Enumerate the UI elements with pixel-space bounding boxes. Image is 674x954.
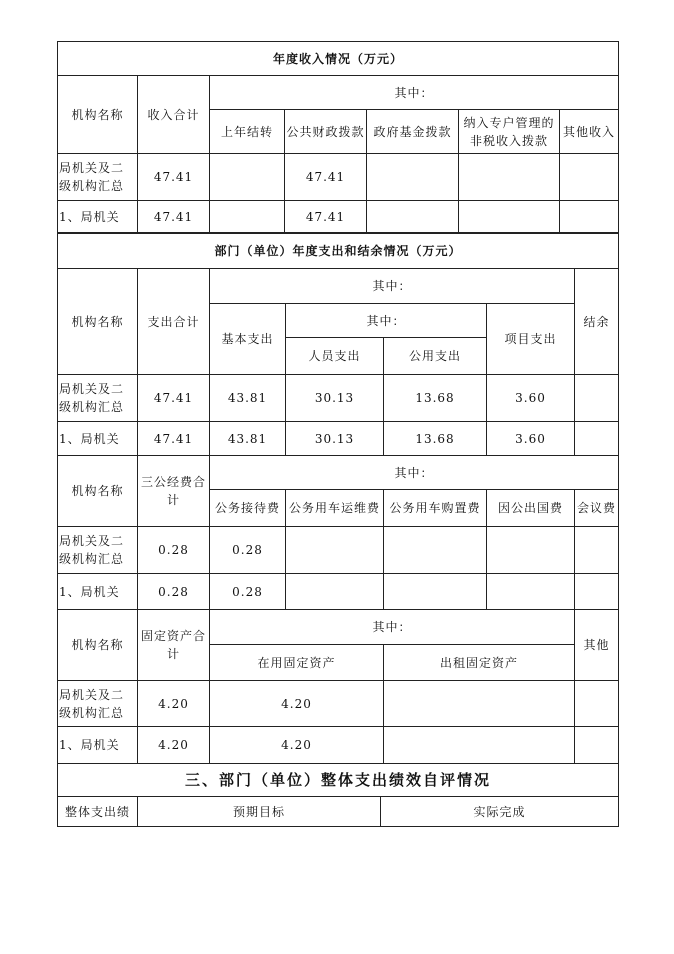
income-header-carryover: 上年结转 — [210, 110, 285, 154]
fa-header-other: 其他 — [575, 610, 619, 681]
row-vehicle-maint — [286, 574, 384, 610]
row-meeting — [575, 527, 619, 574]
row-reception: 0.28 — [210, 527, 286, 574]
row-carryover — [210, 154, 285, 201]
exp-header-public: 公用支出 — [384, 338, 487, 375]
row-name: 1、局机关 — [58, 727, 138, 764]
income-header-gov-fund: 政府基金拨款 — [367, 110, 459, 154]
table-row — [58, 727, 619, 764]
income-header-public-finance: 公共财政拨款 — [285, 110, 367, 154]
row-gov-fund — [367, 201, 459, 234]
table-row — [58, 201, 619, 234]
row-name: 1、局机关 — [58, 422, 138, 456]
row-balance — [575, 375, 619, 422]
row-abroad — [487, 527, 575, 574]
row-inuse: 4.20 — [210, 681, 384, 727]
row-abroad — [487, 574, 575, 610]
tpe-header-vehicle-maint: 公务用车运维费 — [286, 490, 384, 527]
row-total: 47.41 — [138, 201, 210, 234]
section-title: 三、部门（单位）整体支出绩效自评情况 — [58, 764, 619, 797]
perf-header-expected: 预期目标 — [138, 797, 381, 827]
income-header-total: 收入合计 — [138, 76, 210, 154]
exp-header-project: 项目支出 — [487, 304, 575, 375]
perf-header-overall: 整体支出绩 — [58, 797, 138, 827]
row-inuse: 4.20 — [210, 727, 384, 764]
tpe-header-of: 其中： — [210, 456, 619, 490]
table-row — [58, 527, 619, 574]
row-basic: 43.81 — [210, 375, 286, 422]
row-rent — [384, 727, 575, 764]
row-name: 局机关及二级机构汇总 — [58, 681, 138, 727]
row-total: 47.41 — [138, 154, 210, 201]
row-public-finance: 47.41 — [285, 154, 367, 201]
expenditure-title: 部门（单位）年度支出和结余情况（万元） — [58, 233, 619, 269]
row-total: 4.20 — [138, 727, 210, 764]
fa-header-total: 固定资产合计 — [138, 610, 210, 681]
row-nontax — [459, 201, 560, 234]
row-gov-fund — [367, 154, 459, 201]
row-rent — [384, 681, 575, 727]
row-vehicle-maint — [286, 527, 384, 574]
exp-header-balance: 结余 — [575, 269, 619, 375]
row-public-finance: 47.41 — [285, 201, 367, 234]
row-total: 0.28 — [138, 527, 210, 574]
row-public: 13.68 — [384, 375, 487, 422]
row-public: 13.68 — [384, 422, 487, 456]
tpe-header-total: 三公经费合计 — [138, 456, 210, 527]
row-total: 4.20 — [138, 681, 210, 727]
row-project: 3.60 — [487, 375, 575, 422]
row-carryover — [210, 201, 285, 234]
row-other — [560, 201, 619, 234]
tpe-header-name: 机构名称 — [58, 456, 138, 527]
perf-header-actual: 实际完成 — [381, 797, 619, 827]
row-meeting — [575, 574, 619, 610]
row-balance — [575, 422, 619, 456]
fa-header-inuse: 在用固定资产 — [210, 645, 384, 681]
row-reception: 0.28 — [210, 574, 286, 610]
table-row — [58, 422, 619, 456]
fa-header-name: 机构名称 — [58, 610, 138, 681]
row-name: 局机关及二级机构汇总 — [58, 375, 138, 422]
income-header-name: 机构名称 — [58, 76, 138, 154]
row-staff: 30.13 — [286, 422, 384, 456]
row-other — [560, 154, 619, 201]
row-basic: 43.81 — [210, 422, 286, 456]
row-other — [575, 681, 619, 727]
row-total: 47.41 — [138, 375, 210, 422]
row-project: 3.60 — [487, 422, 575, 456]
performance-table — [57, 763, 619, 827]
row-vehicle-purchase — [384, 574, 487, 610]
exp-header-of: 其中： — [210, 269, 575, 304]
table-row — [58, 375, 619, 422]
exp-header-total: 支出合计 — [138, 269, 210, 375]
tpe-header-reception: 公务接待费 — [210, 490, 286, 527]
table-row — [58, 154, 619, 201]
table-row — [58, 681, 619, 727]
expenditure-table — [57, 232, 619, 456]
tpe-header-abroad: 因公出国费 — [487, 490, 575, 527]
row-name: 局机关及二级机构汇总 — [58, 154, 138, 201]
exp-header-name: 机构名称 — [58, 269, 138, 375]
fa-header-rent: 出租固定资产 — [384, 645, 575, 681]
tpe-header-meeting: 会议费 — [575, 490, 619, 527]
income-table — [57, 41, 619, 234]
exp-header-basic: 基本支出 — [210, 304, 286, 375]
income-header-nontax: 纳入专户管理的非税收入拨款 — [459, 110, 560, 154]
exp-header-of2: 其中： — [286, 304, 487, 338]
exp-header-staff: 人员支出 — [286, 338, 384, 375]
row-name: 局机关及二级机构汇总 — [58, 527, 138, 574]
row-name: 1、局机关 — [58, 201, 138, 234]
row-total: 0.28 — [138, 574, 210, 610]
row-vehicle-purchase — [384, 527, 487, 574]
income-header-of: 其中： — [210, 76, 619, 110]
three-public-expenses-table — [57, 455, 619, 610]
fa-header-of: 其中： — [210, 610, 575, 645]
table-row — [58, 574, 619, 610]
fixed-assets-table — [57, 609, 619, 764]
row-staff: 30.13 — [286, 375, 384, 422]
row-name: 1、局机关 — [58, 574, 138, 610]
income-title: 年度收入情况（万元） — [58, 42, 619, 76]
income-header-other: 其他收入 — [560, 110, 619, 154]
row-total: 47.41 — [138, 422, 210, 456]
tpe-header-vehicle-purchase: 公务用车购置费 — [384, 490, 487, 527]
row-other — [575, 727, 619, 764]
row-nontax — [459, 154, 560, 201]
